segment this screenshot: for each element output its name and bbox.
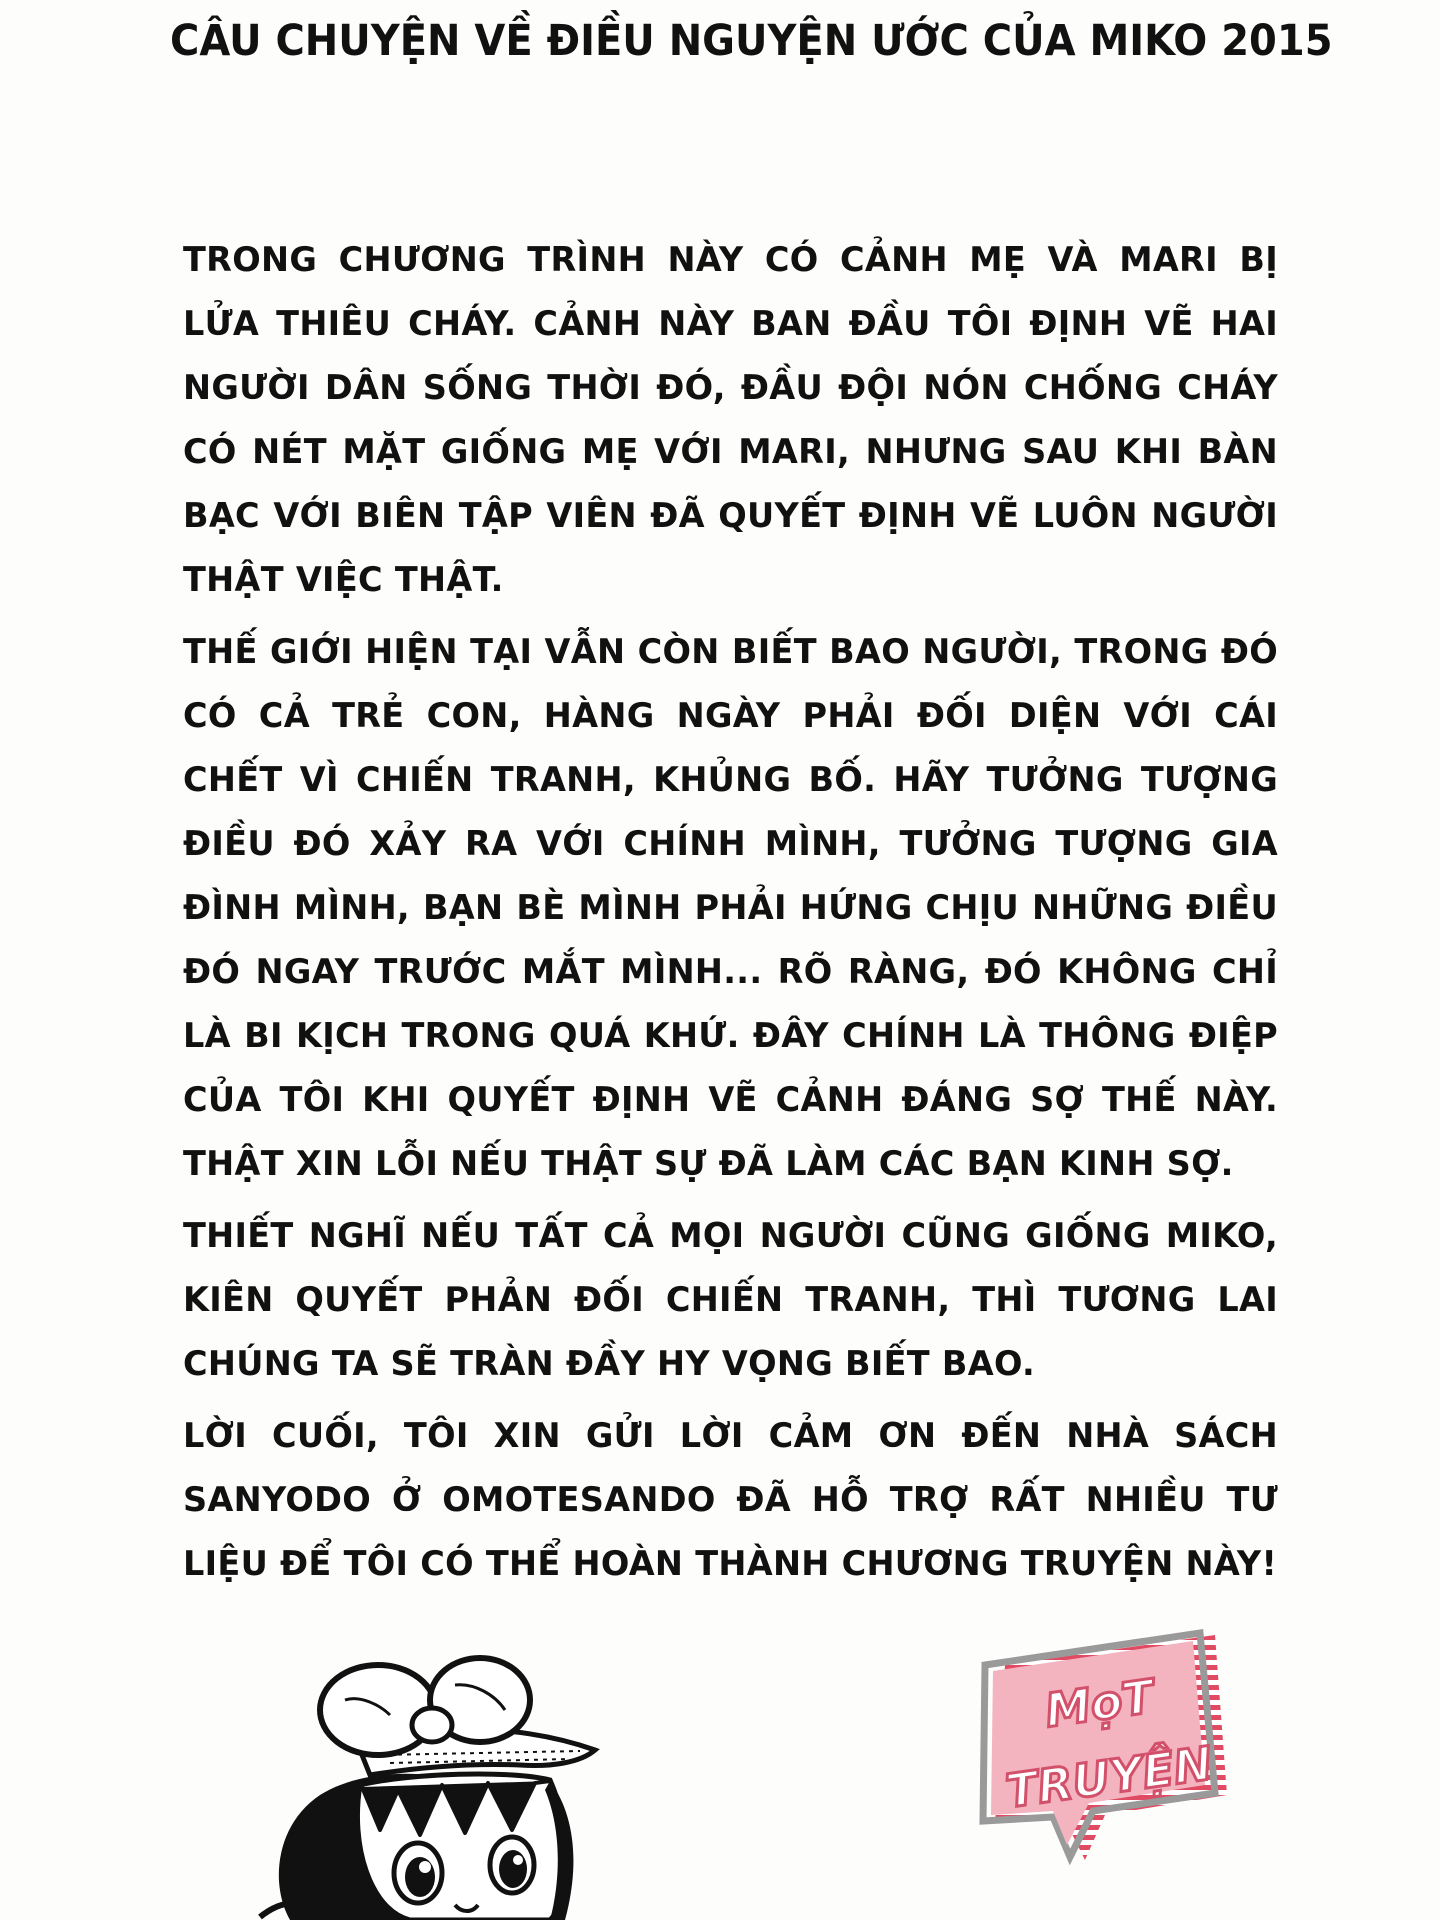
paragraph-3: THIẾT NGHĨ NẾU TẤT CẢ MỌI NGƯỜI CŨNG GIỐNG MIKO, KIÊN QUYẾT PHẢN ĐỐI CHIẾN TRANH, THÌ TƯƠNG LAI CHÚNG TA SẼ TRÀN ĐẦY HY VỌNG BIẾT BAO. — [183, 1216, 1278, 1383]
logo-text-line1: MọT — [1041, 1669, 1157, 1738]
page-title: CÂU CHUYỆN VỀ ĐIỀU NGUYỆN ƯỚC CỦA MIKO 2015 — [170, 16, 1333, 66]
logo-text-line2: TRUYỆN — [1002, 1735, 1216, 1819]
miko-character-illustration — [250, 1655, 610, 1920]
paragraph-2: THẾ GIỚI HIỆN TẠI VẪN CÒN BIẾT BAO NGƯỜI, TRONG ĐÓ CÓ CẢ TRẺ CON, HÀNG NGÀY PHẢI ĐỐI DIỆN VỚI CÁI CHẾT VÌ CHIẾN TRANH, KHỦNG BỐ. HÃY TƯỞNG TƯỢNG ĐIỀU ĐÓ XẢY RA VỚI CHÍNH MÌNH, TƯỞNG TƯỢNG GIA ĐÌNH MÌNH, BẠN BÈ MÌNH PHẢI HỨNG CHỊU NHỮNG ĐIỀU ĐÓ NGAY TRƯỚC MẮT MÌNH... RÕ RÀNG, ĐÓ KHÔNG CHỈ LÀ BI KỊCH TRONG QUÁ KHỨ. ĐÂY CHÍNH LÀ THÔNG ĐIỆP CỦA TÔI KHI QUYẾT ĐỊNH VẼ CẢNH ĐÁNG SỢ THẾ NÀY. THẬT XIN LỖI NẾU THẬT SỰ ĐÃ LÀM CÁC BẠN KINH SỢ. — [183, 632, 1278, 1183]
paragraph-4: LỜI CUỐI, TÔI XIN GỬI LỜI CẢM ƠN ĐẾN NHÀ SÁCH SANYODO Ở OMOTESANDO ĐÃ HỖ TRỢ RẤT NHIỀU TƯ LIỆU ĐỂ TÔI CÓ THỂ HOÀN THÀNH CHƯƠNG TRUYỆN NÀY! — [183, 1416, 1278, 1583]
paragraph-1: TRONG CHƯƠNG TRÌNH NÀY CÓ CẢNH MẸ VÀ MARI BỊ LỬA THIÊU CHÁY. CẢNH NÀY BAN ĐẦU TÔI ĐỊNH VẼ HAI NGƯỜI DÂN SỐNG THỜI ĐÓ, ĐẦU ĐỘI NÓN CHỐNG CHÁY CÓ NÉT MẶT GIỐNG MẸ VỚI MARI, NHƯNG SAU KHI BÀN BẠC VỚI BIÊN TẬP VIÊN ĐÃ QUYẾT ĐỊNH VẼ LUÔN NGƯỜI THẬT VIỆC THẬT. — [183, 240, 1278, 599]
afterword-text — [183, 228, 1278, 1604]
mot-truyen-logo — [965, 1625, 1235, 1865]
